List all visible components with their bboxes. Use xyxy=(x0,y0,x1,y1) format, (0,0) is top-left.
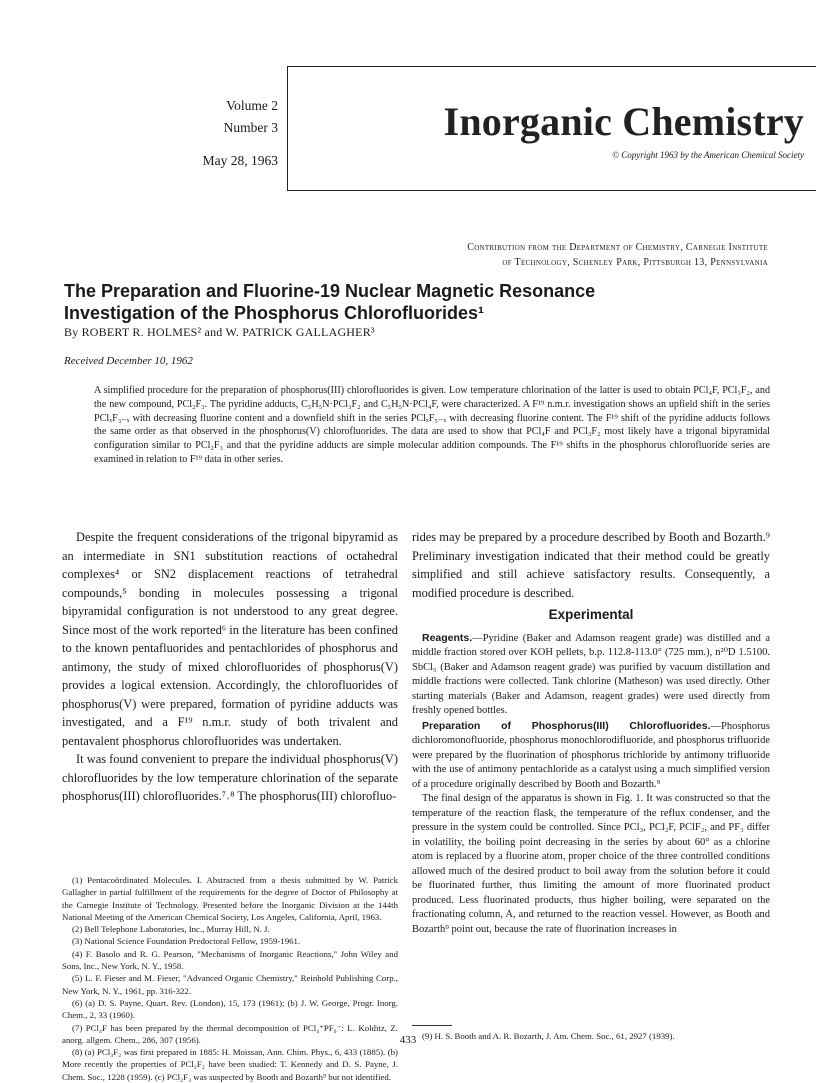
intro-paragraph: Despite the frequent considerations of the trigonal bipyramid as an intermediate in SN1 substitution reactions of octahedral complexes⁴ or SN2 displacement reactions of tetrahedral compounds,⁵ bonding in molecules possessing a trigonal bipyramidal configuration is not understood to any great degree. Since most of the work reported⁶ in the literature has been confined to the known pentafluorides and pentachlorides of phosphorus and antimony, the study of mixed chlorofluorides of phosphorus(V) provides a logical extension. Accordingly, the chlorofluorides of phosphorus(V) were prepared, formation of pyridine adducts was investigated, and a F¹⁹ n.m.r. study of both trivalent and pentavalent phosphorus chlorofluorides was undertaken. xyxy=(62,530,398,748)
continued-paragraph: rides may be prepared by a procedure described by Booth and Bozarth.⁹ Preliminary investigation indicated that their method could be greatly simplified and still achieve satisfactory results. Consequently, a modified procedure is described. xyxy=(412,530,770,600)
header-vertical-rule xyxy=(287,66,288,190)
body-column-right xyxy=(412,528,770,937)
preparation-paragraph xyxy=(412,719,770,793)
header-bottom-rule xyxy=(287,190,816,191)
volume-label: Volume 2 xyxy=(226,98,278,113)
issue-number: Number 3 xyxy=(223,120,278,135)
article-title-line-1: The Preparation and Fluorine-19 Nuclear Magnetic Resonance xyxy=(64,281,596,301)
journal-title: Inorganic Chemistry xyxy=(443,99,804,144)
page-number: 433 xyxy=(399,1034,417,1046)
header-top-rule xyxy=(287,66,816,67)
footnotes-left xyxy=(62,874,398,1083)
section-heading-experimental: Experimental xyxy=(548,607,634,622)
footnote-6: (6) (a) D. S. Payne, Quart. Rev. (London), 15, 173 (1961); (b) J. W. George, Progr. Inorg. Chem., 2, 33 (1960). xyxy=(62,997,398,1021)
footnote-9: (9) H. S. Booth and A. R. Bozarth, J. Am. Chem. Soc., 61, 2927 (1939). xyxy=(422,1031,675,1041)
footnote-3: (3) National Science Foundation Predoctoral Fellow, 1959-1961. xyxy=(72,936,301,947)
contribution-line-1: Contribution from the Department of Chemistry, Carnegie Institute xyxy=(467,242,768,253)
article-title-line-2: Investigation of the Phosphorus Chlorofluorides¹ xyxy=(64,303,485,323)
author-line: By ROBERT R. HOLMES² and W. PATRICK GALLAGHER³ xyxy=(64,325,375,339)
reagents-text: —Pyridine (Baker and Adamson reagent grade) was distilled and a middle fraction stored over KOH pellets, b.p. 112.8-113.0° (725 mm.), n²⁰D 1.5100. SbCl₅ (Baker and Adamson reagent grade) was purified by vacuum distillation and middle fractions were collected. Tank chlorine (Matheson) was used directly. Other starting materials (Baker and Adamson, reagent grades) were used directly from freshly opened bottles. xyxy=(412,632,770,716)
footnote-7: (7) PCl₄F has been prepared by the thermal decomposition of PCl₄⁺PF₆⁻: L. Kolditz, Z. anorg. allgem. Chem., 286, 307 (1956). xyxy=(62,1022,398,1045)
issue-date: May 28, 1963 xyxy=(202,153,278,168)
apparatus-paragraph: The final design of the apparatus is shown in Fig. 1. It was constructed so that the temperature of the reaction flask, the temperature of the reflux condenser, and the pressure in the system could be controlled. Since PCl₃, PCl₂F, PClF₂, and PF₃ differ in volatility, the boiling point decreasing in the series by about 60° as a chlorine atom is replaced by a fluorine atom, proper choice of the three controlled conditions allowed much of the desired product to boil away from the solution before it could be fluorinated further, thus limiting the amount of more fluorinated product produced. Less fluorinated products, thus higher boiling, were separated on the fractionating column, A, and returned to the reaction vessel. However, as Booth and Bozarth⁹ point out, because the rate of fluorination increases in xyxy=(412,793,770,935)
method-paragraph: It was found convenient to prepare the individual phosphorus(V) chlorofluorides by the low temperature chlorination of the separate phosphorus(III) chlorofluorides.⁷˒⁸ The phosphorus(III) chlorofluo- xyxy=(62,752,398,803)
received-date: Received December 10, 1962 xyxy=(64,355,193,367)
reagents-heading: Reagents. xyxy=(422,631,473,644)
footnote-5: (5) L. F. Fieser and M. Fieser, "Advanced Organic Chemistry," Reinhold Publishing Corp., New York, N. Y., 1961, pp. 316-322. xyxy=(62,973,398,996)
footnote-rule xyxy=(412,1025,452,1026)
footnote-8: (8) (a) PCl₃F₂ was first prepared in 1885: H. Moissan, Ann. Chim. Phys., 6, 433 (1885). (b) More recently the properties of PCl₃F₂ have been studied: T. Kennedy and D. S. Payne, J. Chem. Soc., 1228 (1959). (c) PCl₂F₃ was suspected by Booth and Bozarth⁹ but not identified. xyxy=(62,1047,398,1082)
body-column-left xyxy=(62,528,398,806)
experimental-section xyxy=(412,631,770,938)
preparation-heading: Preparation of Phosphorus(III) Chlorofluorides. xyxy=(422,719,711,732)
preparation-text: —Phosphorus dichloromonofluoride, phosphorus monochlorodifluoride, and phosphorus trifluoride were prepared by the fluorination of phosphorus trichloride by antimony trifluoride with the use of antimony pentachloride as a catalyst using a much simplified version of a procedure originally described by Booth and Bozarth.⁹ xyxy=(412,720,770,790)
footnote-1: (1) Pentacoördinated Molecules. I. Abstracted from a thesis submitted by W. Patrick Gallagher in partial fulfillment of the requirements for the degree of Doctor of Philosophy at the Carnegie Institute of Technology. Presented before the Inorganic Division at the 144th National Meeting of the American Chemical Society, Los Angeles, California, April, 1963. xyxy=(62,875,398,922)
copyright-notice: © Copyright 1963 by the American Chemical Society xyxy=(612,150,804,160)
footnote-2: (2) Bell Telephone Laboratories, Inc., Murray Hill, N. J. xyxy=(72,924,270,935)
abstract: A simplified procedure for the preparation of phosphorus(III) chlorofluorides is given. Low temperature chlorination of the latter is used to obtain PCl₄F, PCl₃F₂, and the new compound, PCl₂F₃. The pyridine adducts, C₅H₅N·PCl₃F₂ and C₅H₅N·PCl₄F, were characterized. A F¹⁹ n.m.r. investigation shows an upfield shift in the series PClₓF₃₋ₓ with decreasing fluorine content and a downfield shift in the series PClₓF₅₋ₓ with decreasing fluorine content. The F¹⁹ shift of the pyridine adducts follows the same order as that observed in the phosphorus(V) chlorofluorides. The data are used to show that PCl₄F and PCl₃F₂ most likely have a trigonal bipyramidal configuration similar to PCl₂F₃ and that the pyridine adducts are simple molecular addition compounds. The F¹⁹ shifts in the phosphorus chlorofluoride series are examined in relation to F¹⁹ data in other series. xyxy=(94,385,770,465)
footnote-4: (4) F. Basolo and R. G. Pearson, "Mechanisms of Inorganic Reactions," John Wiley and Sons, Inc., New York, N. Y., 1958. xyxy=(62,948,398,972)
contribution-line-2: of Technology, Schenley Park, Pittsburgh 13, Pennsylvania xyxy=(502,257,768,268)
reagents-paragraph xyxy=(412,631,770,719)
